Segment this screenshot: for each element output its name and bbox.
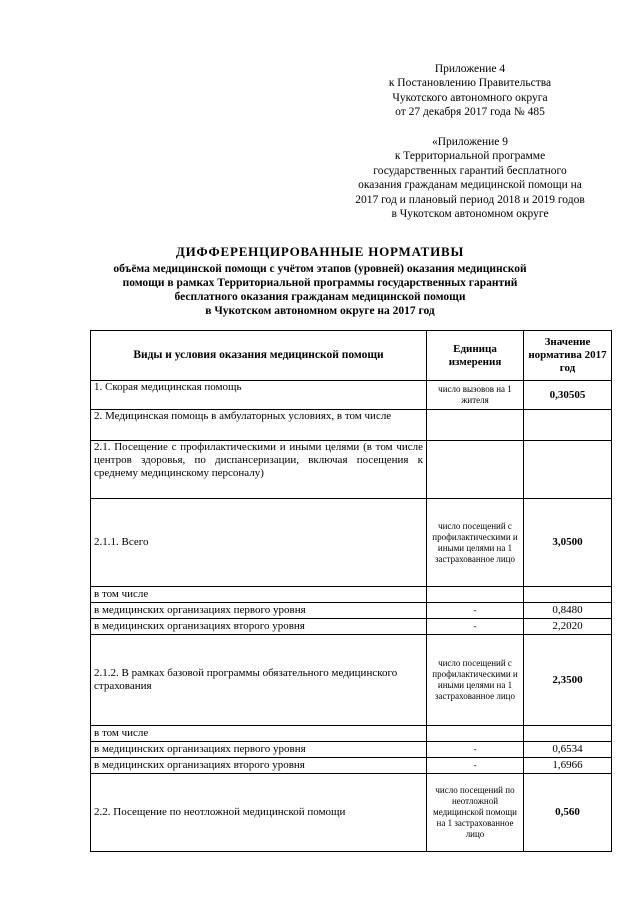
row-name: 2.2. Посещение по неотложной медицинской помощи xyxy=(91,774,427,852)
header-unit: Единица измерения xyxy=(427,331,524,381)
subtitle-line: объёма медицинской помощи с учётом этапов (уровней) оказания медицинской xyxy=(113,263,527,275)
table-row xyxy=(91,619,612,635)
row-name: в медицинских организациях второго уровня xyxy=(91,619,427,635)
row-unit: число посещений по неотложной медицинской помощи на 1 застрахованное лицо xyxy=(427,774,524,852)
row-name: 1. Скорая медицинская помощь xyxy=(91,381,427,410)
table-row xyxy=(91,441,612,499)
row-unit: число посещений с профилактическими и иными целями на 1 застрахованное лицо xyxy=(427,499,524,587)
table-row xyxy=(91,410,612,441)
row-unit: - xyxy=(427,742,524,758)
annex-sub-line: государственных гарантий бесплатного xyxy=(373,164,567,177)
annex-reference xyxy=(340,62,600,120)
annex-line: от 27 декабря 2017 года № 485 xyxy=(395,106,545,119)
subtitle-line: бесплатного оказания гражданам медицинской помощи xyxy=(174,291,466,303)
row-value xyxy=(524,587,612,603)
row-name: в том числе xyxy=(91,587,427,603)
header-kind: Виды и условия оказания медицинской помощи xyxy=(91,331,427,381)
row-value xyxy=(524,410,612,441)
annex-sub-reference xyxy=(325,135,615,221)
row-value: 2,2020 xyxy=(524,619,612,635)
row-unit xyxy=(427,587,524,603)
row-unit xyxy=(427,410,524,441)
row-unit xyxy=(427,726,524,742)
table-row xyxy=(91,603,612,619)
table-row xyxy=(91,381,612,410)
row-value xyxy=(524,441,612,499)
row-unit: число вызовов на 1 жителя xyxy=(427,381,524,410)
row-name: в медицинских организациях первого уровня xyxy=(91,742,427,758)
header-value: Значение норматива 2017 год xyxy=(524,331,612,381)
annex-sub-line: к Территориальной программе xyxy=(394,150,546,163)
row-name: в медицинских организациях второго уровня xyxy=(91,758,427,774)
row-unit: - xyxy=(427,603,524,619)
annex-sub-line: в Чукотском автономном округе xyxy=(391,208,549,221)
annex-line: Чукотского автономного округа xyxy=(392,91,548,104)
annex-line: к Постановлению Правительства xyxy=(388,77,552,90)
row-unit: - xyxy=(427,619,524,635)
row-name: 2.1.2. В рамках базовой программы обязательного медицинского страхования xyxy=(91,635,427,726)
row-name: 2. Медицинская помощь в амбулаторных условиях, в том числе xyxy=(91,410,427,441)
annex-sub-line: «Приложение 9 xyxy=(431,136,509,148)
norms-table xyxy=(90,330,612,852)
table-row xyxy=(91,742,612,758)
annex-line: Приложение 4 xyxy=(434,63,506,75)
row-name: 2.1. Посещение с профилактическими и иными целями (в том числе центров здоровья, по диспансеризации, включая посещения к среднему медицинскому персоналу) xyxy=(91,441,427,499)
row-unit: - xyxy=(427,758,524,774)
table-row xyxy=(91,499,612,587)
document-subtitle xyxy=(90,262,550,318)
annex-sub-line: оказания гражданам медицинской помощи на xyxy=(358,179,582,192)
subtitle-line: помощи в рамках Территориальной программы государственных гарантий xyxy=(122,277,518,289)
row-unit xyxy=(427,441,524,499)
annex-sub-line: 2017 год и плановый период 2018 и 2019 годов xyxy=(355,193,585,206)
table-row xyxy=(91,587,612,603)
table-row xyxy=(91,635,612,726)
table-row xyxy=(91,726,612,742)
table-row xyxy=(91,758,612,774)
row-value: 3,0500 xyxy=(524,499,612,587)
row-value: 2,3500 xyxy=(524,635,612,726)
row-value xyxy=(524,726,612,742)
row-name: в медицинских организациях первого уровня xyxy=(91,603,427,619)
row-value: 0,560 xyxy=(524,774,612,852)
subtitle-line: в Чукотском автономном округе на 2017 год xyxy=(205,305,435,317)
row-name: 2.1.1. Всего xyxy=(91,499,427,587)
table-header-row xyxy=(91,331,612,381)
row-value: 0,30505 xyxy=(524,381,612,410)
document-title: ДИФФЕРЕНЦИРОВАННЫЕ НОРМАТИВЫ xyxy=(175,244,465,259)
row-unit: число посещений с профилактическими и иными целями на 1 застрахованное лицо xyxy=(427,635,524,726)
row-value: 1,6966 xyxy=(524,758,612,774)
row-value: 0,6534 xyxy=(524,742,612,758)
row-name: в том числе xyxy=(91,726,427,742)
table-row xyxy=(91,774,612,852)
row-value: 0,8480 xyxy=(524,603,612,619)
